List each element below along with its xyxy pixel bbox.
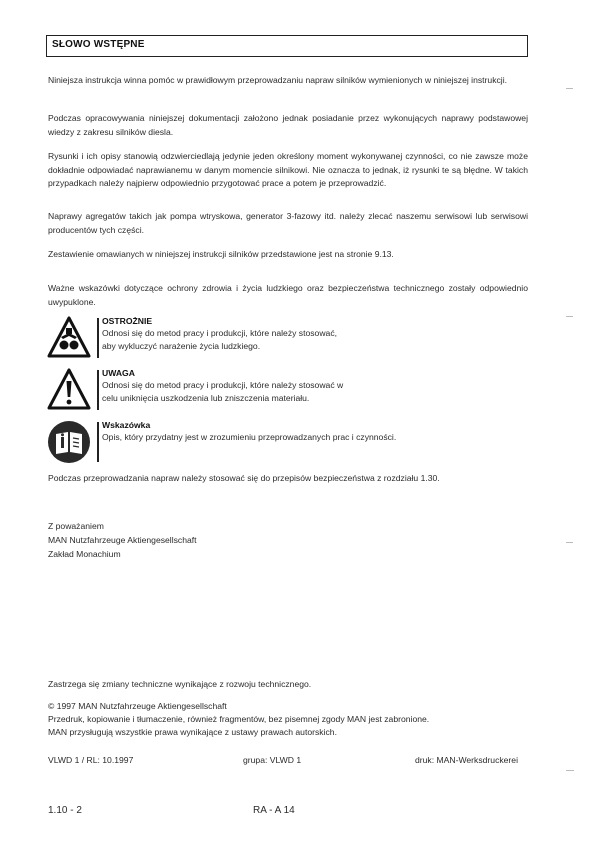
intro-paragraph-1: Niniejsza instrukcja winna pomóc w prawidłowym przeprowadzaniu napraw silników wymienionych w niniejszej instrukcji. bbox=[48, 75, 507, 85]
margin-mark bbox=[566, 770, 574, 771]
exclamation-warning-icon bbox=[47, 368, 91, 412]
notice-caution-title: OSTROŻNIE bbox=[102, 316, 153, 326]
closing-plant: Zakład Monachium bbox=[48, 549, 121, 559]
margin-mark bbox=[566, 316, 573, 317]
closing-company: MAN Nutzfahrzeuge Aktiengesellschaft bbox=[48, 535, 197, 545]
intro-paragraph-2: Podczas opracowywania niniejszej dokumentacji założono jednak posiadanie przez wykonujących naprawy podstawowej wiedzy z zakresu silników diesla. bbox=[48, 113, 528, 137]
notice-attention-title: UWAGA bbox=[102, 368, 135, 378]
legal-rights: MAN przysługują wszystkie prawa wynikające z ustawy prawach autorskich. bbox=[48, 727, 337, 737]
notice-divider bbox=[97, 318, 99, 358]
footer-doc-ref: VLWD 1 / RL: 10.1997 bbox=[48, 755, 134, 765]
footer-group: grupa: VLWD 1 bbox=[243, 755, 302, 765]
notice-caution-line-2: aby wykluczyć narażenie życia ludzkiego. bbox=[102, 341, 261, 351]
notice-caution-line-1: Odnosi się do metod pracy i produkcji, które należy stosować, bbox=[102, 328, 338, 338]
notice-divider bbox=[97, 370, 99, 410]
intro-paragraph-3: Rysunki i ich opisy stanowią odzwierciedlają jedynie jeden określony moment wykonywanej czynności, co nie zawsze może dokładnie odpowiadać naprawianemu w danym momencie silnikowi. Nie oznacza to jednak, iż rysunki te są błędne. W takich przypadkach należy najpierw odpowiednio przygotować prace a potem je przeprowadzić. bbox=[48, 151, 528, 188]
intro-paragraph-5: Zestawienie omawianych w niniejszej instrukcji silników przedstawione jest na stronie 9.13. bbox=[48, 249, 394, 259]
notice-hint-line-1: Opis, który przydatny jest w zrozumieniu przeprowadzanych prac i czynności. bbox=[102, 432, 397, 442]
hand-crush-warning-icon bbox=[47, 316, 91, 360]
notice-hint-title: Wskazówka bbox=[102, 420, 151, 430]
safety-note: Podczas przeprowadzania napraw należy stosować się do przepisów bezpieczeństwa z rozdziału 1.30. bbox=[48, 473, 440, 483]
intro-paragraph-6: Ważne wskazówki dotyczące ochrony zdrowia i życia ludzkiego oraz bezpieczeństwa technicznego zostały odpowiednio uwypuklone. bbox=[48, 283, 528, 307]
closing-greeting: Z poważaniem bbox=[48, 521, 104, 531]
section-title: SŁOWO WSTĘPNE bbox=[52, 39, 145, 50]
footer-print: druk: MAN-Werksdruckerei bbox=[415, 755, 518, 765]
intro-paragraph-4: Naprawy agregatów takich jak pompa wtryskowa, generator 3-fazowy itd. należy zlecać naszemu serwisowi lub serwisowi producentów tych części. bbox=[48, 211, 528, 235]
notice-attention-line-1: Odnosi się do metod pracy i produkcji, które należy stosować w bbox=[102, 380, 344, 390]
notice-hint-text bbox=[102, 431, 462, 444]
legal-changes: Zastrzega się zmiany techniczne wynikające z rozwoju technicznego. bbox=[48, 679, 312, 689]
notice-attention-text bbox=[102, 379, 462, 405]
margin-mark bbox=[566, 542, 573, 543]
notice-caution-text bbox=[102, 327, 462, 353]
page-number: 1.10 - 2 bbox=[48, 805, 82, 816]
page-reference: RA - A 14 bbox=[253, 805, 295, 816]
notice-attention-line-2: celu uniknięcia uszkodzenia lub zniszczenia materiału. bbox=[102, 393, 310, 403]
info-book-icon bbox=[47, 420, 91, 464]
notice-divider bbox=[97, 422, 99, 462]
section-header bbox=[46, 35, 528, 57]
margin-mark bbox=[566, 88, 573, 89]
legal-reprint: Przedruk, kopiowanie i tłumaczenie, również fragmentów, bez pisemnej zgody MAN jest zabronione. bbox=[48, 714, 430, 724]
legal-copyright: © 1997 MAN Nutzfahrzeuge Aktiengesellschaft bbox=[48, 701, 227, 711]
